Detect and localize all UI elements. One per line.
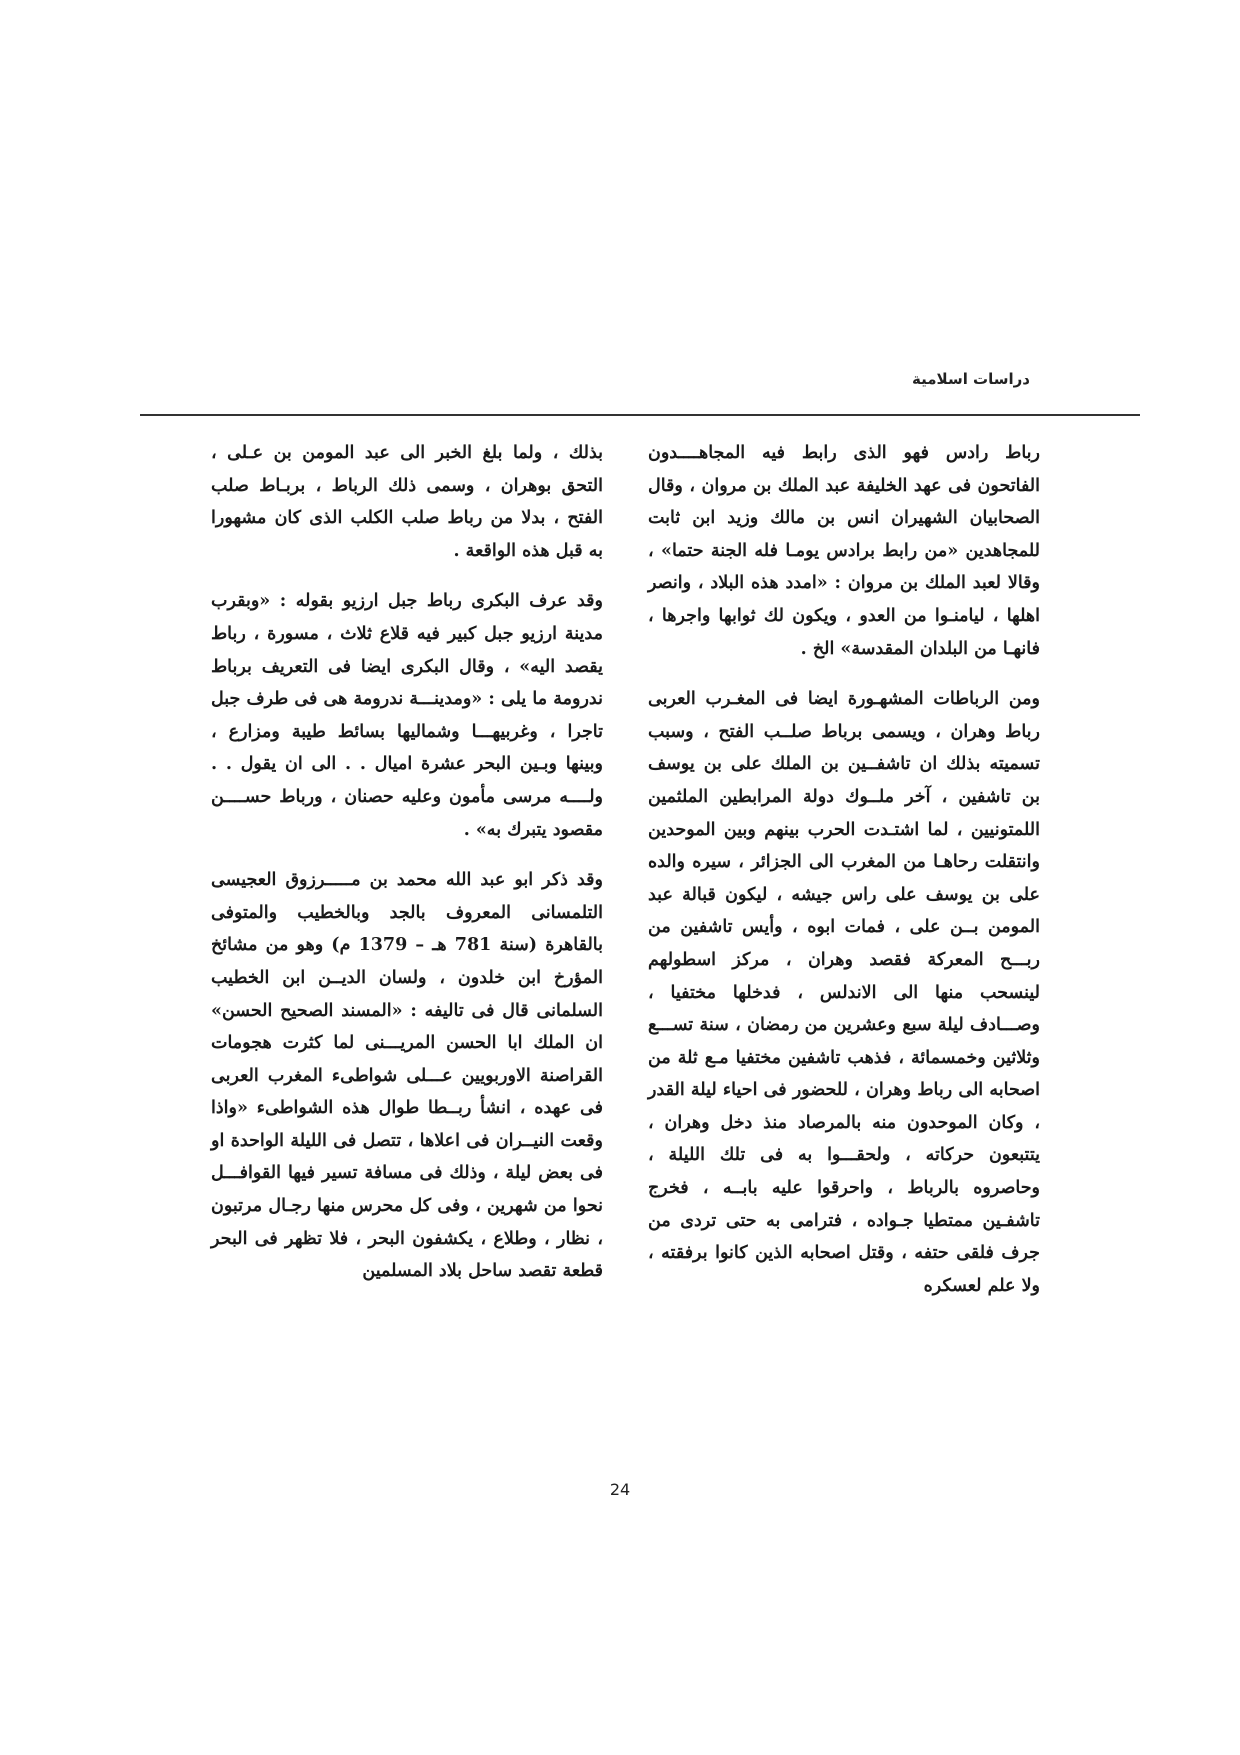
paragraph: وقد عرف البكرى رباط جبل ارزيو بقوله : «وبقرب مدينة ارزيو جبل كبير فيه قلاع ثلاث ، مسورة ، رباط يقصد اليه» ، وقال البكرى ايضا فى التعريف برباط ندرومة ما يلى : «ومدينـــة ندرومة هى فى طرف جبل تاجرا ، وغربيهـــا وشماليها بسائط طيبة ومزارع ، وبينها وبـين البحر عشرة اميال . . الى ان يقول . . ولــــه مرسى مأمون وعليه حصنان ، ورباط حســــن مقصود يتبرك به» . [211,591,603,840]
header-rule [140,414,1140,416]
running-header: دراسات اسلامية [912,370,1030,388]
paragraph: ومن الرباطات المشهـورة ايضا فى المغـرب العربى رباط وهران ، ويسمى برباط صلــب الفتح ، وسبب تسميته بذلك ان تاشفــين بن الملك على بن يوسف بن تاشفين ، آخر ملــوك دولة المرابطين الملثمين اللمتونيين ، لما اشتـدت الحرب بينهم وبين الموحدين وانتقلت رحاهـا من المغرب الى الجزائر ، سيره والده على بن يوسف على راس جيشه ، ليكون قبالة عبد المومن بــن على ، فمات ابوه ، وأيس تاشفين من ربـــح المعركة فقصد وهران ، مركز اسطولهم لينسحب منها الى الاندلس ، فدخلها مختفيا ، وصـــادف ليلة سبع وعشرين من رمضان ، سنة تســـع وثلاثين وخمسمائة ، فذهب تاشفين مختفيا مـع ثلة من اصحابه الى رباط وهران ، للحضور فى احياء ليلة القدر ، وكان الموحدون منه بالمرصاد منذ دخل وهران ، يتتبعون حركاته ، ولحقـــوا به فى تلك الليلة ، وحاصروه بالرباط ، واحرقوا عليه بابــه ، فخرج تاشفـين ممتطيا جـواده ، فترامى به حتى تردى من جرف فلقى حتفه ، وقتل اصحابه الذين كانوا برفقته ، ولا علم لعسكره [648,689,1040,1296]
paragraph: وقد ذكر ابو عبد الله محمد بن مـــــرزوق العجيسى التلمسانى المعروف بالجد وبالخطيب والمتوفى بالقاهرة (سنة 781 هـ – 1379 م) وهو من مشائخ المؤرخ ابن خلدون ، ولسان الديــن ابن الخطيب السلمانى قال فى تاليفه : «المسند الصحيح الحسن» ان الملك ابا الحسن المريـــنى لما كثرت هجومات القراصنة الاوربويين عـــلى شواطىء المغرب العربى فى عهده ، انشأ ربــطا طوال هذه الشواطىء «واذا وقعت النيــران فى اعلاها ، تتصل فى الليلة الواحدة او فى بعض ليلة ، وذلك فى مسافة تسير فيها القوافـــل نحوا من شهرين ، وفى كل محرس منها رجـال مرتبون ، نظار ، وطلاع ، يكشفون البحر ، فلا تظهر فى البحر قطعة تقصد ساحل بلاد المسلمين [211,870,603,1282]
left-column [211,437,603,1288]
paragraph: بذلك ، ولما بلغ الخبر الى عبد المومن بن عـلى ، التحق بوهران ، وسمى ذلك الرباط ، بربـاط صلب الفتح ، بدلا من رباط صلب الكلب الذى كان مشهورا به قبل هذه الواقعة . [211,443,603,561]
paragraph: رباط رادس فهو الذى رابط فيه المجاهــــدون الفاتحون فى عهد الخليفة عبد الملك بن مروان ، وقال الصحابيان الشهيران انس بن مالك وزيد ابن ثابت للمجاهدين «من رابط برادس يومـا فله الجنة حتما» ، وقالا لعبد الملك بن مروان : «امدد هذه البلاد ، وانصر اهلها ، ليامنـوا من العدو ، ويكون لك ثوابها واجرها ، فانهـا من البلدان المقدسة» الخ . [648,443,1040,659]
page-number: 24 [609,1480,631,1499]
right-column [648,437,1040,1302]
